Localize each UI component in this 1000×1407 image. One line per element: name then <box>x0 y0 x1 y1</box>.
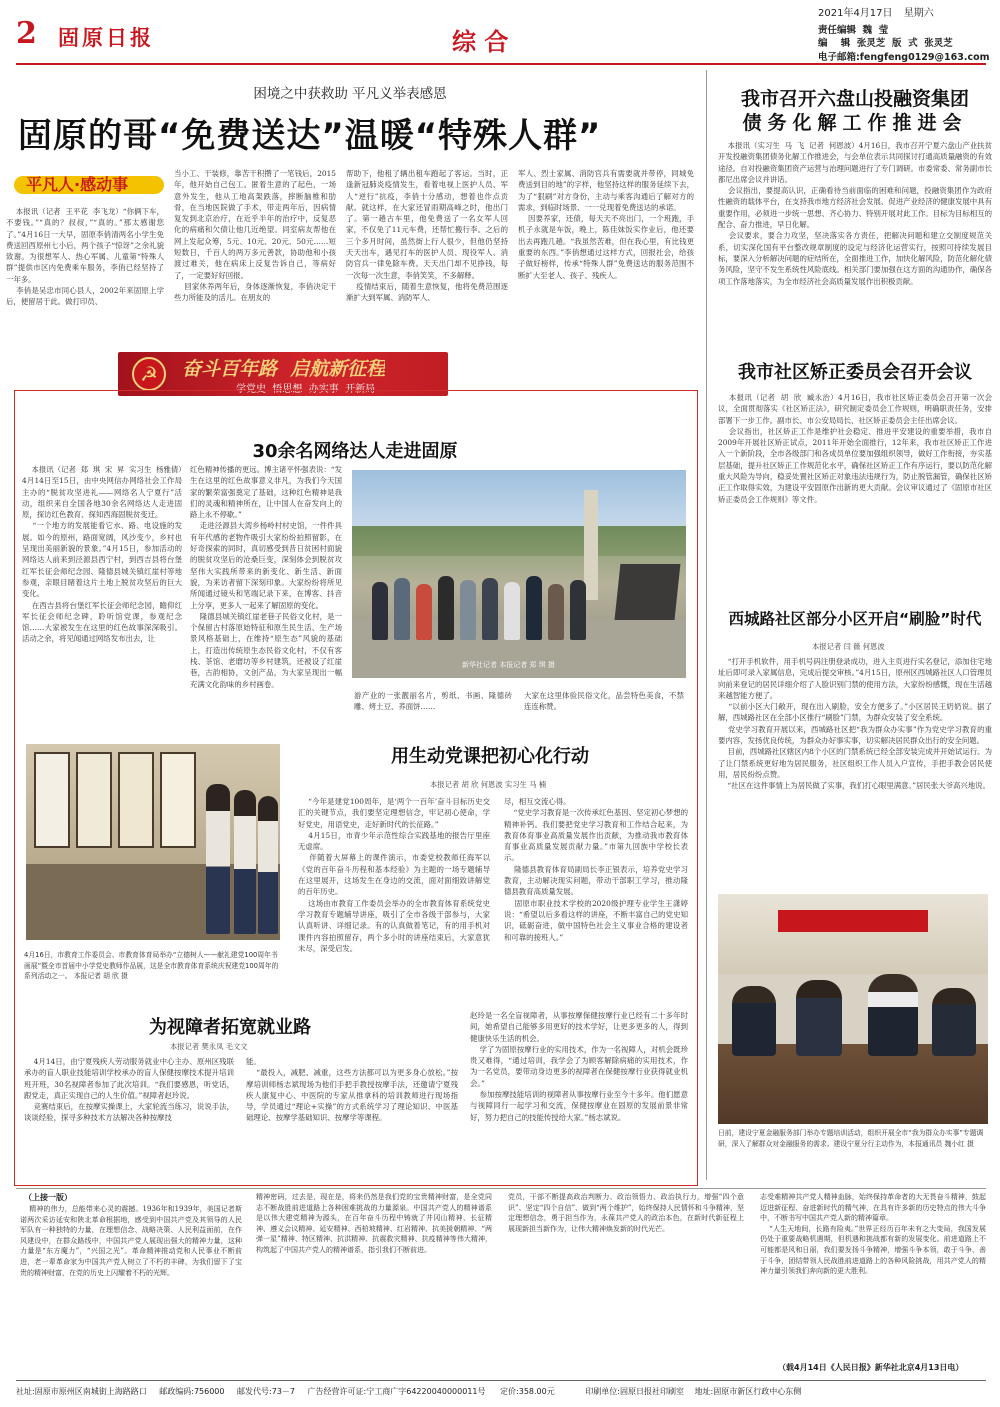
meeting-table <box>718 1044 988 1124</box>
person <box>526 576 542 640</box>
net-col-1: 本报讯（记者 郑 琪 宋 昇 实习生 杨雅倩）4月14日至15日，由中央网信办网络社会工作局主办的“脱贫攻坚进礼——网络名人宁夏行”活动，组织来自全国各地30余名网络达人走进固原，探访红色教育、探知西海固脱贫变迁。 “一个地方的发展能看它水、路、电设施的发展。如今的原州，路面宽阔，风沙变少，乡村也呈现出美丽新貌的景象。”4月15日，参加活动的网络达人前来到泾源县西宁村，到西吉县将台堡红军长征会师纪念园、隆德县城关镇红崖村等地参观，亲眼目睹着这片土地上脱贫攻坚后的巨大变化。 在西吉县将台堡红军长征会师纪念园，瞻仰红军长征会师纪念碑，聆听馆党课，参观纪念馆……大家被发生在这里的红色故事深深吸引。活动之余，将见闻通过网络发布出去，让 <box>22 465 182 644</box>
framed-artwork <box>118 752 154 848</box>
blind-col-1: 4月14日，由宁夏残疾人劳动服务就业中心主办、原州区残联承办的盲人职业技能培训学校承办的盲人保健按摩技术提升培训班开班，30名视障者参加了此次培训。“我们要感恩，听党话，跟党走，真正实现自己的人生价值。”视障者赵玲说。 竞赛结束后，在按摩实操课上，大家轮流当练习，说说手法，谈谈经验，探寻多种技术方法解决各种按摩技 <box>24 1057 234 1123</box>
exhibition-photo-caption: 4月16日，市教育工作委员会、市教育体育局举办“立德树人——献礼建党100周年书画展”暨全市首届中小学党史教师作品展，这是全市教育体育系统庆祝建党100周年的系列活动之一。 本报记者 胡 欣 摄 <box>24 951 279 980</box>
article-party-byline: 本报记者 胡 欣 何恩波 实习生 马 楠 <box>430 780 547 789</box>
student <box>258 796 278 934</box>
memorial-photo-credit: 新华社记者 本报记者 郑 琪 摄 <box>462 661 555 669</box>
footer-postcode: 邮政编码:756000 <box>159 1387 225 1396</box>
net-col-3: 游产业的一张靓丽名片，剪纸、书画、隆德砖雕、烤土豆、荞面饼…… <box>354 691 512 712</box>
red-banner-on-wall <box>778 910 928 932</box>
section-title: 综 合 <box>452 27 509 56</box>
attendee <box>732 986 776 1056</box>
lead-col-1: 本报讯（记者 王平花 李飞龙）“你俩下车，不要钱。”“真的？叔叔，”“真的。”那太感谢您了。”4月16日一大早，固原李俏清两名小学生免费送回西原州七小后，两个孩子“惊讶”之余礼貌致谢。为很想军人、热心军属、儿童第“特殊人群”提供市区内免费乘车服务，李俏已经坚持了一年多。 李俏是吴忠市同心县人，2002年来固原上学后，便留居于此。做打印员、 <box>6 207 164 307</box>
exhibition-photo <box>26 744 280 940</box>
footer-bar <box>16 1386 986 1400</box>
footer-printer: 印刷单位:固原日报社印刷室 <box>585 1387 684 1396</box>
sidebar-community-body: 本报讯（记者 胡 欣 臧永治）4月16日，我市社区矫正委员会召开第一次会议，全面贯彻落实《社区矫正法》，研究制定委员会工作规则，明确职责任务，安排部署下一步工作。副市长、市公安局局长、社区矫正委员会主任出席会议。 会议指出，社区矫正工作是维护社会稳定、推进平安建设的重要举措，我市自2009年开展社区矫正试点，2011年开始全面推行，12年来，我市社区矫正工作进入一个新阶段，全市各级部门和各成员单位要加强组织领导，做好工作衔接，夯实基层基础，提升社区矫正工作规范化水平，确保社区矫正工作有序运行，要以防范化解重大风险为导向，稳妥处置社区矫正对象违法违规行为，防止脱管漏管，确保社区矫正工作取得实效，为建设平安固原作出新的更大贡献。会议审议通过了《固原市社区矫正委员会工作规则》等文件。 <box>718 393 992 504</box>
banner-subtitle: 学党史 悟思想 办实事 开新局 <box>236 384 376 395</box>
footer-address: 社址:固原市原州区南城街上海路路口 <box>16 1387 147 1396</box>
framed-artwork <box>34 752 70 848</box>
bottom-col-2: 精神密码，过去是，现在是，将来仍然是我们党的宝贵精神财富，是全党同志不断战胜前进道路上各种困难挑战的力量源泉。中国共产党人的精神谱系是以伟大建党精神为源头，在百年奋斗历程中铸就了井冈山精神、长征精神、遵义会议精神、延安精神、西柏坡精神、红岩精神、抗美援朝精神、“两弹一星”精神、特区精神、抗洪精神、抗震救灾精神、抗疫精神等伟大精神，构筑起了中国共产党人的精神谱系，指引我们不断前进。 <box>256 1193 492 1254</box>
memorial-group-photo <box>352 470 686 678</box>
weekday-text: 星期六 <box>903 8 934 19</box>
photo-hills <box>352 526 686 556</box>
sidebar-xicheng-byline: 本报记者 闫 薇 何恩波 <box>812 642 885 651</box>
attendee <box>868 974 918 1056</box>
page-number: 2 <box>16 18 37 50</box>
masthead <box>0 0 1000 62</box>
email-line: 电子邮箱:fengfeng0129@163.com <box>818 52 990 62</box>
column-tag <box>14 168 166 200</box>
student <box>206 784 230 934</box>
person <box>570 580 586 640</box>
photo-people <box>372 574 612 644</box>
banner-calligraphy: 奋斗百年路 启航新征程 <box>182 358 386 380</box>
person <box>416 584 432 640</box>
footer-rule <box>16 1380 986 1381</box>
bottom-col-1: 精神的伟力，总能带来心灵的震撼。1936年和1939年，美国记者斯诺两次采访延安和陕北革命根据地，感受到中国共产党及其领导的人民军队有一种独特的力量，在理想信念、战略决策、人民利益面前，在作风建设中，在群众路线中，中国共产党人展现出强大的精神力量，这种力量是“东方魔力”，“兴国之光”。革命精神推动党和人民事业不断前进，老一辈革命家为中国共产党人树立了不朽的丰碑，为我们留下了宝贵的精神财富，在党的历史上闪耀着不朽的光辉。 <box>20 1205 242 1277</box>
party-col-2: 尽，相互交流心得。 “党史学习教育是一次传承红色基因、坚定初心梦想的精神补钙。我们要把党史学习教育和工作结合起来，为教育体育事业高质量发展作出贡献，为推动我市教育体育事业高质量发展贡献力量。”市第九回族中学校长表示。 隆德县教育体育局副局长李正银表示，培养党史学习教育，主动解决现实问题，带动干部职工学习，推动隆德县教育高质量发展。 固原市职业技术学校的2020级护理专业学生王潇婷说：“希望以后多看这样的讲座，不断丰富自己的党史知识，砥砺奋进，做中国特色社会主义事业合格的建设者和可靠的接班人。” <box>504 797 688 942</box>
person <box>460 580 476 640</box>
sidebar-top-body: 本报讯（实习生 马 飞 记者 何恩波）4月16日，我市召开宁夏六盘山产业扶贫开发投融资集团债务化解工作推进会，与会单位表示共同探讨打通高质量融资的有效途径。自对投融资集团资产运营与治理问题进行了专门调研。市委常委、常务副市长都尼出席会议并讲话。 会议指出，要提高认识，正确看待当前面临的困难和问题，投融资集团作为政府性融资的载体平台，在支持我市地方经济社会发展、促进产业经济的健康发展中具有重要作用，必须进一步统一思想、齐心协力、特别开展对此工作。目标为目标相互的配合、奋力推进，早日化解。 会议要求，要合力攻坚，坚决落实各方责任，把解决问题和建立交制度规范关系，切实深化国有平台整改规章制度的设定与经济化运营实行，按照可持续发展目标，要深入分析解决问题的症结所在，全面推进工作，加快化解风险，防范化解化债务风险，坚守不发生系统性风险底线。相关部门要加强在这方面的沟通协作，确保各项工作落地落实，为全市经济社会高质量发展作出积极贡献。 <box>718 141 992 286</box>
vertical-divider <box>706 70 707 1180</box>
column-tag-text: 平凡人·感动事 <box>26 175 129 194</box>
footer-printer-address: 地址:固原市新区行政中心东侧 <box>694 1387 802 1396</box>
bottom-col-4: 志受难精神共产党人精神血脉，始终保持革命者的大无畏奋斗精神，鼓起迈进新征程、奋进新时代的精气神，在具有许多新的历史特点的伟大斗争中，不断书写中国共产党人新的精神篇章。 “人生天地间，长路有险夷。”世界正经历百年未有之大变局，我国发展仍处于重要战略机遇期，但机遇和挑战都有新的发展变化。前进道路上不可能都是风和日丽，我们要发扬斗争精神，增强斗争本领，敢于斗争、善于斗争，团结带领人民战胜前进道路上的各种风险挑战，用共产党人的精神力量引领我们奔向新的更大胜利。 <box>760 1193 986 1276</box>
source-note: （载4月14日《人民日报》新华社北京4月13日电） <box>778 1363 964 1372</box>
footer-issue-code: 邮发代号:73－7 <box>237 1387 295 1396</box>
meeting-wall <box>718 894 988 974</box>
lead-kicker: 困境之中获救助 平凡义举表感恩 <box>253 86 447 102</box>
blind-col-3: 赵玲是一名全盲视障者，从事按摩保健按摩行业已经有二十多年时间，她希望自己能够多用更好的技术学好，让更多更多的人，得到健康快乐生活的机会。 学了为固原按摩行业的实用技术，作为一名视障人，对机会既珍贵又难得，“通过培训，我学会了为顾客解除病痛的实用技术，作为一名党员，要带动身边更多的视障者在保健按摩行业获得就业机会。” 参加按摩技能培训的视障者从事按摩行业至今十多年。他们愿意与视障同行一起学习和交流，保健按摩业在固原的发展前景非常好，努力把自己的技能传授给大家。”杨志斌说。 <box>470 1011 688 1122</box>
lead-col-4: 军人、烈士家属、消防官兵有需要就并带停，同城免费送到目的地”的字样，他坚持这样的服务延续下去，为了“狠刷”对方身份，主动与乘客沟通后了解对方的需求，到临时场景、一一兑现着免费送达的承诺。 因要养家，还债，每天天不亮出门，一个班跑，手机子永就是车饭，晚上，陈佳妹饭实作业后，他还要出去再跑几趟。“我虽然苦难，但在我心里，有比钱更重要的东西。”李俏想通过这样方式，回报社会，给孩子做好榜样，传承“特殊人群”免费送达的服务范围不断扩大至老人、孩子、残疾人。 <box>518 169 694 280</box>
article-party-title: 用生动党课把初心化行动 <box>391 746 589 767</box>
editor-line-2: 编 辑 张灵芝 版 式 张灵芝 <box>818 38 953 49</box>
party-emblem-icon: ☭ <box>132 357 166 391</box>
date-text: 2021年4月17日 <box>818 8 893 19</box>
sidebar-xicheng-body: “打开手机软件，用手机号码注册登录成功，进入主页进行实名登记，添加住宅地址后即可录入家属信息，完成后提交审核。”4月15日，原州区西城路社区人口管理员向前来登记的居民详细介绍了人脸识别门禁的使用方法，大家纷纷感慨，现在生活越来越智能方便了。 “以前小区大门敞开，现在出入刷脸，安全方便多了。”小区居民王奶奶说。据了解，西城路社区在全部小区推行“刷脸”门禁，为群众安装了安全系统。 党史学习教育开展以来，西城路社区把“我为群众办实事”作为党史学习教育的重要内容，发扬优良传统，为群众办好事实事，切实解决居民群众出行的安全问题。 目前，西城路社区辖区内8个小区的门禁系统已经全部安装完成并开始试运行。为了让门禁系统更好地为居民服务，社区组织工作人员入户宣传，手把手教会居民使用，居民纷纷点赞。 “社区在这件事情上为居民做了实事，我们打心眼里满意。”居民张大爷高兴地说。 <box>718 657 992 791</box>
footer-price: 定价:358.00元 <box>500 1387 555 1396</box>
editor-line-1: 责任编辑 魏 莹 <box>818 25 889 36</box>
masthead-rule <box>16 63 986 65</box>
bank-photo-caption: 日前，建设宁夏金融服务部门举办专题培训活动，组织开展全市“我为群众办实事”专题调研，深入了解群众对金融服务的需求。建设宁夏分行主动作为，本报通讯员 魏小红 摄 <box>718 1129 984 1148</box>
continuation-label: （上接一版） <box>24 1193 72 1202</box>
footer-ad-license: 广告经营许可证:宁工商广字64220040000011号 <box>307 1387 486 1396</box>
student <box>234 790 256 934</box>
article-net-title: 30余名网络达人走进固原 <box>252 441 458 462</box>
article-blind-byline: 本报记者 樊永凤 毛文文 <box>170 1042 248 1051</box>
net-col-4: 大家在这里体验民俗文化，品尝特色美食，不禁连连称赞。 <box>524 691 684 712</box>
sidebar-xicheng-title: 西城路社区部分小区开启“刷脸”时代 <box>728 610 982 628</box>
lead-col-3: 帮助下，他租了辆出租车跑起了客运。当时，正逢新冠肺炎疫情发生，看着电视上医护人员、军人“逆行”抗疫，李俏十分感动，想着也作点贡献。就这样，在大家还冒雨期高峰之时，他出门了。第一趟古车里，他免费送了一名女军人回家，不仅免了11元车费，还帮忙搬行李。之后的三个多月时间，虽然街上行人很少，但他仍坚持天天出车，遇见打车的医护人员、现役军人、消防官兵一律免除车费。天天出门却不见挣钱，每一次每一次生意，李俏笑笑，不多解释。 疫情结束后，随着生意恢复，他将免费范围逐渐扩大到军属、消防军人、 <box>346 169 508 303</box>
lead-headline: 固原的哥“免费送达”温暖“特殊人群” <box>18 116 602 156</box>
net-col-2: 红色精神传播的更远。博主诸平怀强表说：“发生在这里的红色故事意义非凡，为我们今天国家的繁荣富强奠定了基础，这种红色精神是我们的灵魂和精神所在，让中国人在奋发向上的路上永不停歇。” 走进泾源县大湾乡杨岭村村史馆，一件件具有年代感的老物件吸引大家纷纷拍照留影，在好奇探索的同时，真切感受到昔日贫困村面貌的脱贫攻坚后的沧桑巨变，深刻体会到脱贫攻坚伟大实践所带来的新变化、新生活、新面貌，为来访者留下深刻印象。大家纷纷将所见所闻通过镜头和笔端记录下来，在博客、抖音上分享，更多人一起来了解固原的变化。 隆德县城关镇红崖老巷子民俗文化村，是一个保留古村落原始特征和原生民生活、生产场景风格基础上，在维持“原生态”风貌的基础上，打造出传统原生态民俗文化村，不仅有客栈、茶馆、老磨坊等乡村建筑，还被设了红崖巷，古韵相协，文创产品，为大家呈现出一幅充满文化韵味的乡村画卷。 <box>190 465 342 689</box>
person <box>394 578 410 640</box>
blind-col-2: 能。 “最投入，减肥、减重，这些方法都可以为更多身心放松。”按摩培训师杨志斌现场为他们手把手教授按摩手法，还邀请宁夏残疾人康复中心、中医院的专家从推拿科的培训教师进行现场指导，学员通过“理论+实操”的方式系统学习了理论知识、中医基础理论、按摩学基础知识、按摩学等课程。 <box>246 1057 458 1123</box>
person <box>548 584 564 640</box>
sidebar-community-title: 我市社区矫正委员会召开会议 <box>738 362 972 383</box>
bottom-col-3: 党员，干部不断提高政治判断力、政治领悟力、政治执行力，增强“四个意识”、坚定“四个自信”、做到“两个维护”，始终保持人民情怀和斗争精神，坚定理想信念，勇于担当作为，永葆共产党人的政治本色，在新时代新征程上展现新担当新作为，让伟大精神焕发新的时代光芒。 <box>508 1193 744 1233</box>
issue-date <box>818 4 934 19</box>
attendee <box>796 980 842 1056</box>
sidebar-top-title-2: 债务化解工作推进会 <box>742 112 968 134</box>
person <box>438 576 454 640</box>
party-col-1: “今年是建党100周年，是‘两个一百年’奋斗目标历史交汇的关键节点，我们要坚定理想信念，牢记初心使命，学好党史，用语党史，走好新时代的长征路。” 4月15日，市青少年示范性综合实践基地的报告厅里座无虚席。 伴随着大屏幕上的课件演示，市委党校教师任海军以《党的百年奋斗历程和基本经验》为主题的一场专题辅导在这里展开，这场发生在身边的交流，面对面细致讲解党的百年历史。 这场由市教育工作委员会举办的全市教育体育系统党史学习教育专题辅导讲座，吸引了全市各级干部参与，大家认真听讲、详细记录。有的认真做着笔记，有的用手机对课件内容拍照留存，两个多小时的讲座结束后，大家意犹未尽，深受启发。 <box>298 797 490 953</box>
bank-meeting-photo <box>718 894 988 1124</box>
person <box>482 578 498 640</box>
person <box>372 582 388 640</box>
attendee <box>932 988 976 1056</box>
framed-artwork <box>76 752 112 848</box>
article-blind-title: 为视障者拓宽就业路 <box>149 1017 311 1038</box>
person <box>504 582 520 640</box>
framed-artwork <box>160 752 196 848</box>
lead-col-2: 当小工、干装修，靠苦干积攒了一笔钱后，2015年，他开始自己包工。匿着生意的了起色，一场意外发生，他从工地高架跌落，摔断脑椎和肋骨，在当地医院做了手术，带走两年后，因病情复发到北京治疗，在近乎半年的治疗中，反复恶化的病痛和欠债让他几近绝望。同室病友帮他在网上发起众筹，5元、10元、20元、50元……短短数日，千百人的两万多元善款，协助他和小孩渡过难关，他在病床上反复告诉自己，等病好了，一定要好好回报。 回家休养两年后，身体逐渐恢复，李俏决定干些力所能及的活儿。在朋友的 <box>174 169 336 303</box>
sidebar-top-title-1: 我市召开六盘山投融资集团 <box>740 88 969 110</box>
bottom-section-rule <box>16 1188 986 1189</box>
paper-name: 固原日报 <box>58 25 154 50</box>
